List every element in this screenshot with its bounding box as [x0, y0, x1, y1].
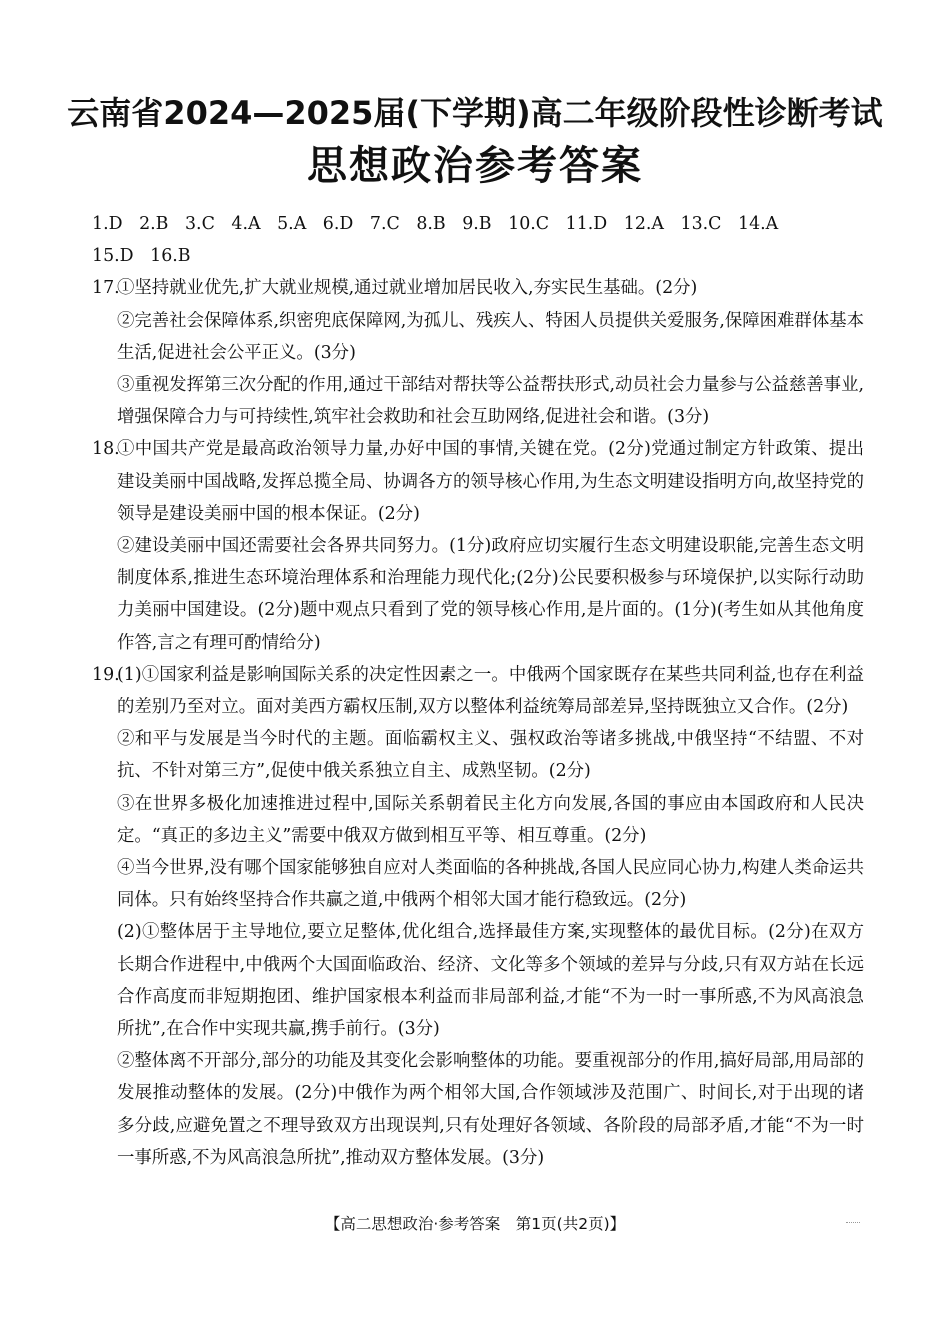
answer-paragraph: (1)①国家利益是影响国际关系的决定性因素之一。中俄两个国家既存在某些共同利益,也存在利益的差别乃至对立。面对美西方霸权压制,双方以整体利益统筹局部差异,坚持既独立又合作。(2分) [117, 664, 864, 718]
choice-answer: 4.A [231, 214, 261, 234]
choice-answer: 7.C [369, 214, 400, 234]
choice-answer: 8.B [416, 214, 446, 234]
answer-paragraph: ③在世界多极化加速推进过程中,国际关系朝着民主化方向发展,各国的事应由本国政府和人民决定。“真正的多边主义”需要中俄双方做到相互平等、相互尊重。(2分) [117, 793, 864, 846]
question-number: 17. [92, 278, 120, 299]
choice-answer: 1.D [92, 214, 123, 234]
answer-paragraph: ②建设美丽中国还需要社会各界共同努力。(1分)政府应切实履行生态文明建设职能,完善生态文明制度体系,推进生态环境治理体系和治理能力现代化;(2分)公民要积极参与环境保护,以实际行动助力美丽中国建设。(2分)题中观点只看到了党的领导核心作用,是片面的。(1分)(考生如从其他角度作答,言之有理可酌情给分) [117, 536, 864, 653]
page-footer: 【高二思想政治·参考答案 第1页(共2页)】 [324, 1215, 626, 1233]
answer-paragraph: ④当今世界,没有哪个国家能够独自应对人类面临的各种挑战,各国人民应同心协力,构建人类命运共同体。只有始终坚持合作共赢之道,中俄两个相邻大国才能行稳致远。(2分) [117, 858, 864, 911]
choice-answer: 9.B [462, 214, 492, 234]
answer-paragraph: ②完善社会保障体系,织密兜底保障网,为孤儿、残疾人、特困人员提供关爱服务,保障困难群体基本生活,促进社会公平正义。(3分) [117, 310, 864, 363]
choice-answer: 16.B [150, 246, 191, 267]
answer-paragraph: ①中国共产党是最高政治领导力量,办好中国的事情,关键在党。(2分)党通过制定方针政策、提出建设美丽中国战略,发挥总揽全局、协调各方的领导核心作用,为生态文明建设指明方向,故坚持党的领导是建设美丽中国的根本保证。(2分) [117, 439, 864, 524]
question-18 [92, 433, 864, 658]
question-number: 18. [92, 439, 120, 460]
choice-answer: 15.D [92, 246, 134, 267]
document-title: 思想政治参考答案 [307, 143, 643, 189]
answer-paragraph: ③重视发挥第三次分配的作用,通过干部结对帮扶等公益帮扶形式,动员社会力量参与公益慈善事业,增强保障合力与可持续性,筑牢社会救助和社会互助网络,促进社会和谐。(3分) [117, 375, 864, 428]
question-19 [92, 659, 864, 1174]
answer-paragraph: (2)①整体居于主导地位,要立足整体,优化组合,选择最佳方案,实现整体的最优目标。(2分)在双方长期合作进程中,中俄两个大国面临政治、经济、文化等多个领域的差异与分歧,只有双方站在长远合作高度而非短期抱团、维护国家根本利益而非局部利益,才能“不为一时一事所惑,不为风高浪急所扰”,在合作中实现共赢,携手前行。(3分) [117, 922, 864, 1040]
choice-answer: 12.A [623, 214, 664, 234]
question-17 [92, 272, 864, 433]
answer-paragraph: ②整体离不开部分,部分的功能及其变化会影响整体的功能。要重视部分的作用,搞好局部,用局部的发展推动整体的发展。(2分)中俄作为两个相邻大国,合作领域涉及范围广、时间长,对于出现的诸多分歧,应避免置之不理导致双方出现误判,只有处理好各领域、各阶段的局部矛盾,才能“不为一时一事所惑,不为风高浪急所扰”,推动双方整体发展。(3分) [117, 1051, 864, 1168]
choice-answer: 11.D [565, 214, 608, 234]
choice-answer: 5.A [277, 214, 307, 234]
choice-answer: 2.B [139, 214, 169, 234]
question-number: 19. [92, 664, 120, 685]
choice-answer: 13.C [680, 214, 722, 234]
answer-body [92, 208, 864, 1174]
choice-answer: 10.C [508, 214, 550, 234]
choice-answer: 3.C [184, 214, 215, 234]
choice-answers-line-1 [92, 208, 864, 240]
exam-title: 云南省2024—2025届(下学期)高二年级阶段性诊断考试 [67, 94, 883, 132]
choice-answer: 14.A [738, 214, 779, 234]
choice-answers-line-2 [92, 240, 864, 272]
answer-paragraph: ②和平与发展是当今时代的主题。面临霸权主义、强权政治等诸多挑战,中俄坚持“不结盟、不对抗、不针对第三方”,促使中俄关系独立自主、成熟坚韧。(2分) [117, 729, 864, 782]
answer-paragraph: ①坚持就业优先,扩大就业规模,通过就业增加居民收入,夯实民生基础。(2分) [117, 278, 698, 299]
choice-answer: 6.D [322, 214, 354, 234]
scan-mark [846, 1222, 860, 1225]
